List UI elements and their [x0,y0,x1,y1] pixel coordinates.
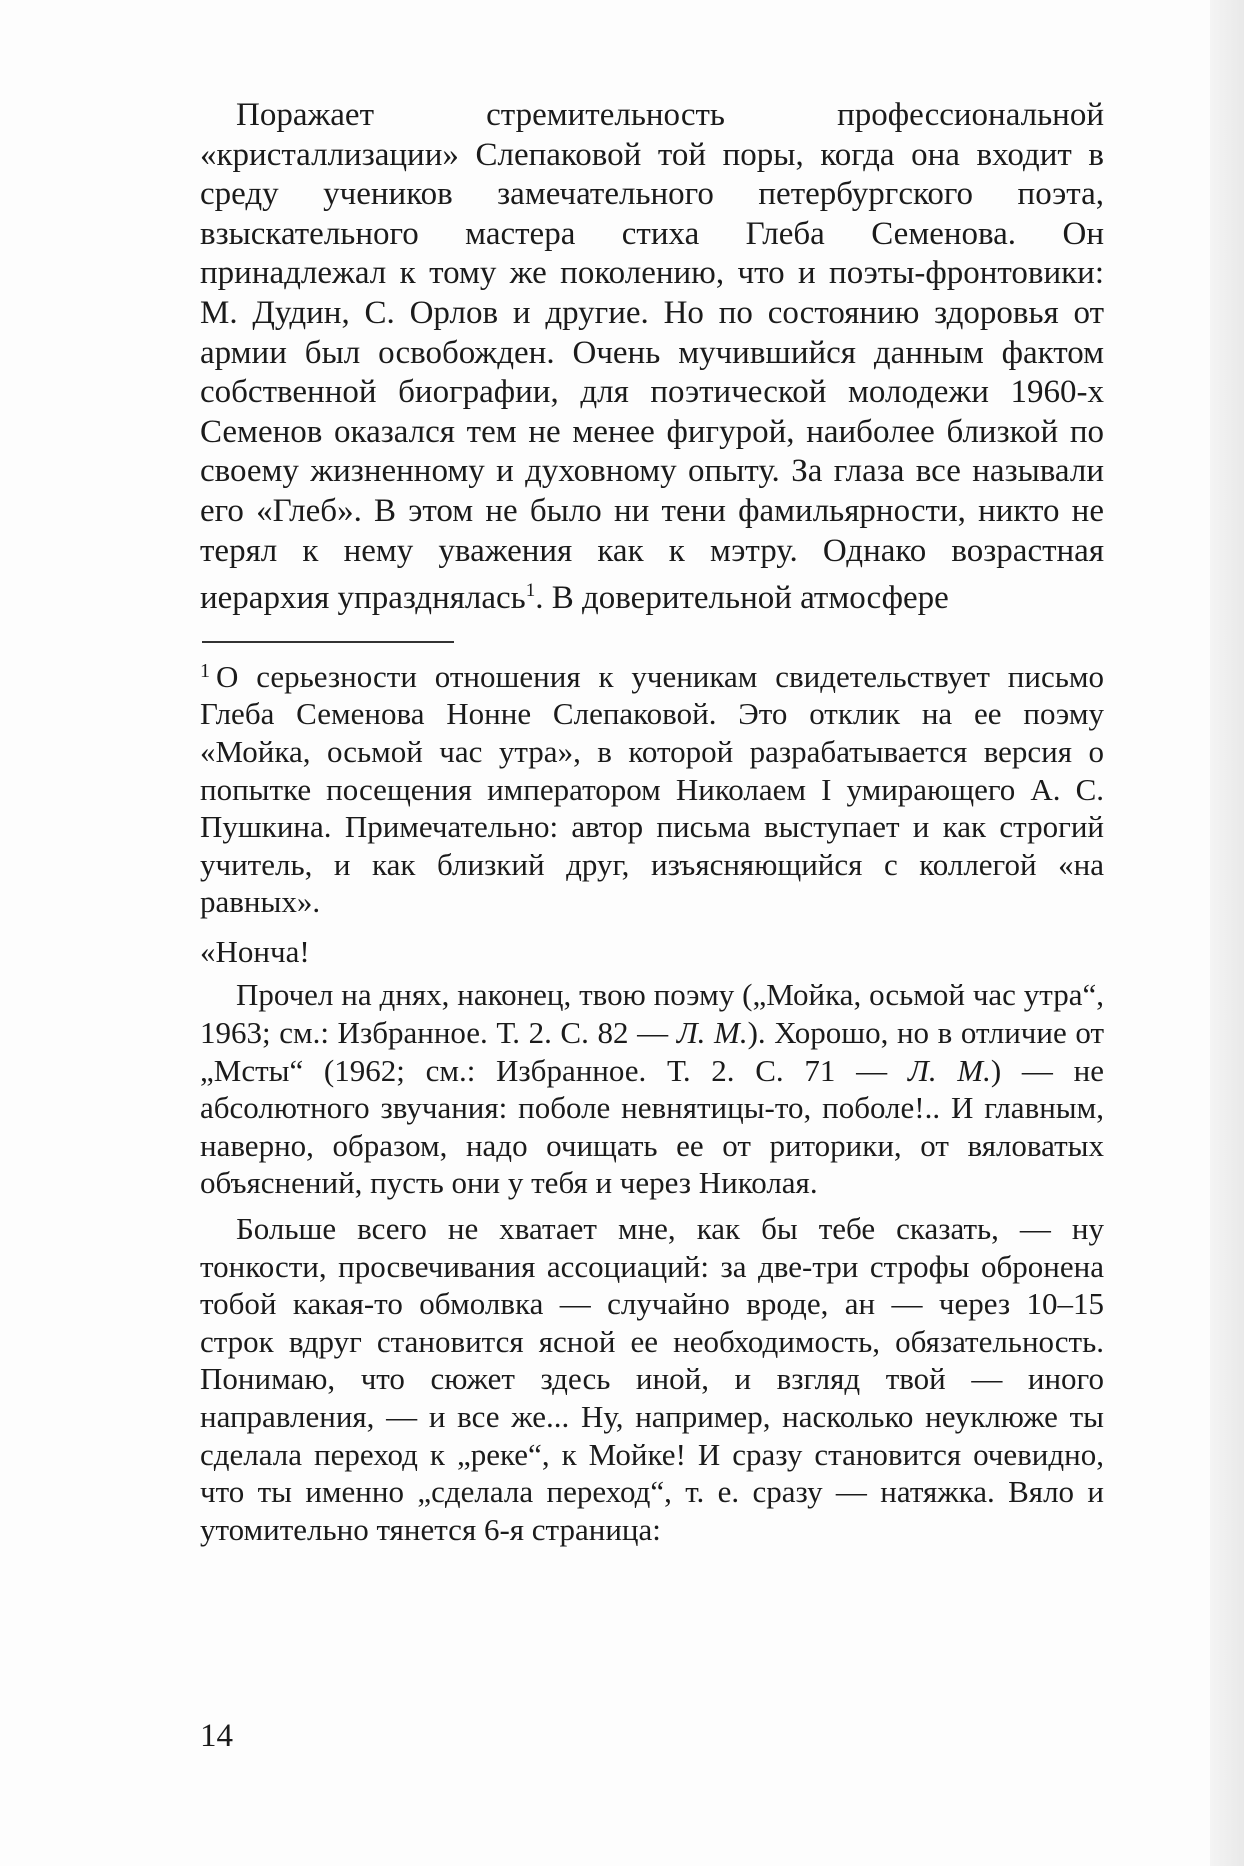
letter-paragraph-text: ). Хорошо, но в отличие от „Мсты“ (1962; см.: Избранное. Т. 2. С. 71 — [200,1015,1104,1088]
footnote-intro [200,653,1104,921]
letter-paragraph-text: ) — не абсолютного звучания: поболе невнятицы-то, поболе!.. И главным, наверно, образом, надо очищать ее от риторики, от вяловатых объяснений, пусть они у тебя и через Николая. [200,1052,1104,1201]
text-column [200,96,1104,1548]
editor-initials: Л. М. [907,1052,991,1088]
editor-initials: Л. М. [676,1015,748,1051]
letter-paragraph [200,976,1104,1202]
main-text [200,96,1104,619]
main-paragraph-continuation: . В доверительной атмосфере [535,580,949,617]
footnote [200,653,1104,1549]
footnote-reference[interactable]: 1 [525,580,536,602]
footnote-divider [202,641,454,643]
page-edge-shadow [1210,0,1244,1866]
footnote-intro-text: О серьезности отношения к ученикам свидетельствует письмо Глеба Семенова Нонне Слепаковой. Это отклик на ее поэму «Мойка, осьмой час утра», в которой разрабатывается версия о попытке посещения императором Николаем I умирающего А. С. Пушкина. Примечательно: автор письма выступает и как строгий учитель, и как близкий друг, изъясняющийся с коллегой «на равных». [200,658,1104,920]
letter-greeting: «Нонча! [200,933,310,969]
letter-paragraph: Больше всего не хватает мне, как бы тебе сказать, — ну тонкости, просвечивания ассоциаций: за две-три строфы обронена тобой какая-то обмолвка — случайно вроде, ан — через 10–15 строк вдруг становится ясной ее необходимость, обязательность. Понимаю, что сюжет здесь иной, и взгляд твой — иного направления, — и все же... Ну, например, насколько неуклюже ты сделала переход к „реке“, к Мойке! И сразу становится очевидно, что ты именно „сделала переход“, т. е. сразу — натяжка. Вяло и утомительно тянется 6-я страница: [200,1211,1104,1547]
letter-paragraph-text: Прочел на днях, наконец, твою поэму („Мойка, осьмой час утра“, 1963; см.: Избранное. Т. 2. С. 82 — [200,977,1104,1051]
main-paragraph-text: Поражает стремительность профессиональной «кристаллизации» Слепаковой той поры, когда она входит в среду учеников замечательного петербургского поэта, взыскательного мастера стиха Глеба Семенова. Он принадлежал к тому же поколению, что и поэты-фронтовики: М. Дудин, С. Орлов и другие. Но по состоянию здоровья от армии был освобожден. Очень мучившийся данным фактом собственной биографии, для поэтической молодежи 1960-х Семенов оказался тем не менее фигурой, наиболее близкой по своему жизненному и духовному опыту. За глаза все называли его «Глеб». В этом не было ни тени фамильярности, никто не терял к нему уважения как к мэтру. Однако возрастная иерархия упразднялась [200,97,1104,617]
page-number: 14 [200,1718,233,1754]
main-paragraph [200,96,1104,619]
footnote-mark: 1 [200,659,210,682]
